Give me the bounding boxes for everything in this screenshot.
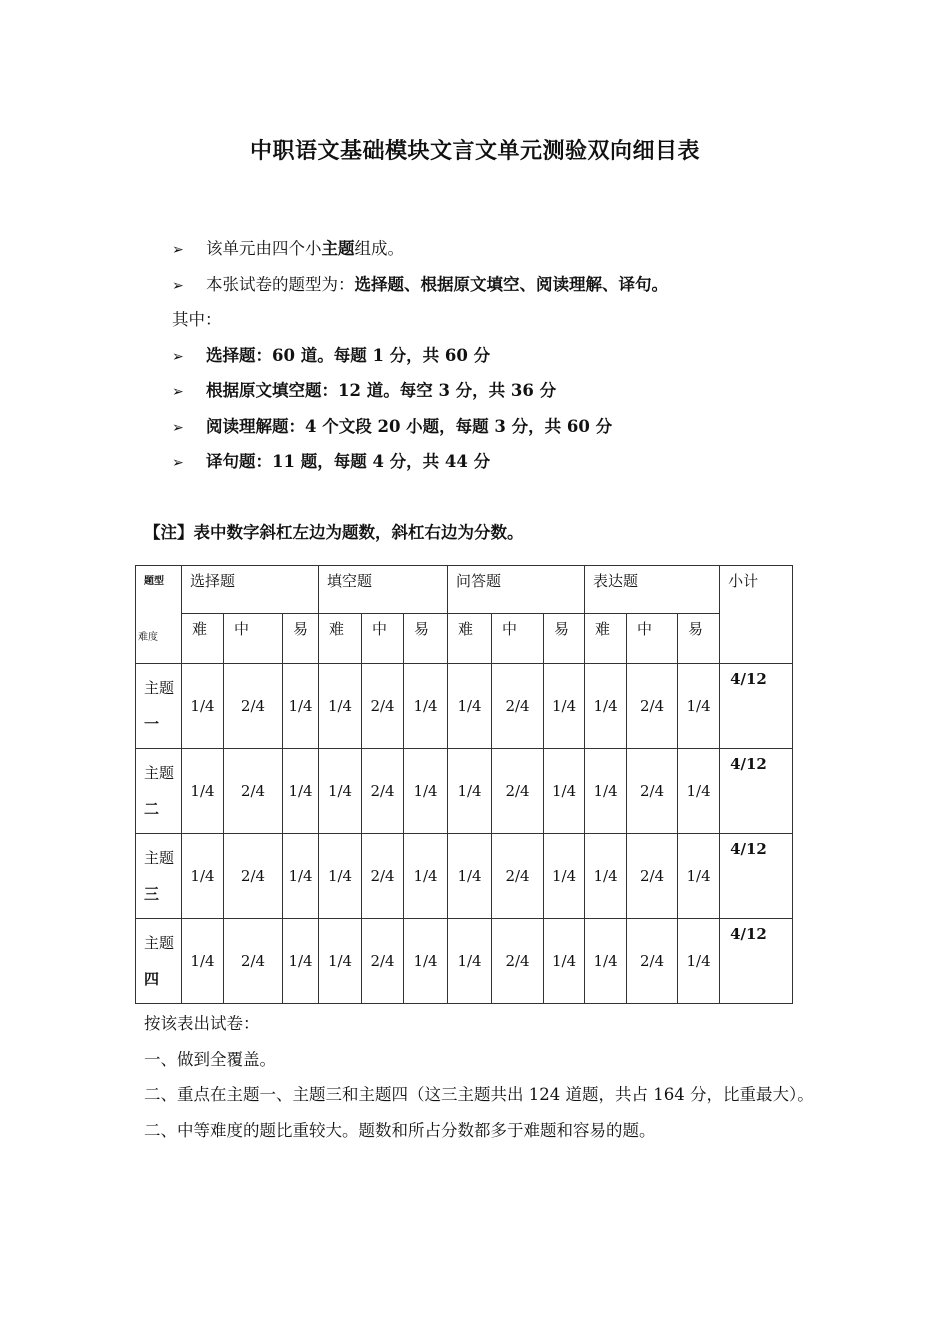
level-header: 难 <box>448 614 492 664</box>
table-cell: 2/4 <box>627 919 678 1004</box>
level-header: 中 <box>492 614 544 664</box>
table-cell: 1/4 <box>544 919 585 1004</box>
table-cell: 2/4 <box>492 919 544 1004</box>
bullet-item <box>172 236 812 272</box>
table-row <box>136 749 793 834</box>
table-cell: 1/4 <box>585 919 627 1004</box>
type-header: 问答题 <box>448 566 585 614</box>
table-cell: 1/4 <box>182 919 224 1004</box>
arrow-bullet-icon: ➢ <box>172 348 184 365</box>
table-cell: 1/4 <box>585 834 627 919</box>
instruction-line: 一、做到全覆盖。 <box>144 1049 276 1069</box>
level-header: 难 <box>319 614 362 664</box>
row-total: 4/12 <box>720 919 793 1004</box>
table-row <box>136 664 793 749</box>
instruction-line: 二、中等难度的题比重较大。题数和所占分数都多于难题和容易的题。 <box>144 1120 656 1140</box>
table-cell: 2/4 <box>492 834 544 919</box>
table-cell: 2/4 <box>362 919 404 1004</box>
table-cell: 1/4 <box>404 749 448 834</box>
topic-label-number: 一 <box>144 715 160 733</box>
table-cell: 1/4 <box>319 919 362 1004</box>
row-total: 4/12 <box>720 749 793 834</box>
detail-text: 阅读理解题：4 个文段 20 小题，每题 3 分，共 60 分 <box>206 416 613 436</box>
table-cell: 2/4 <box>224 834 283 919</box>
table-cell: 1/4 <box>678 664 720 749</box>
topic-label-line: 主题 <box>144 849 175 867</box>
table-cell: 1/4 <box>448 919 492 1004</box>
arrow-bullet-icon: ➢ <box>172 419 184 436</box>
table-cell: 1/4 <box>448 664 492 749</box>
table-cell: 1/4 <box>283 664 319 749</box>
instructions-block <box>144 1006 814 1148</box>
topic-label-number: 三 <box>144 885 160 903</box>
table-cell: 1/4 <box>283 919 319 1004</box>
table-cell: 1/4 <box>404 664 448 749</box>
table-cell: 1/4 <box>678 749 720 834</box>
table-cell: 2/4 <box>627 664 678 749</box>
table-cell: 2/4 <box>224 919 283 1004</box>
arrow-bullet-icon: ➢ <box>172 384 184 400</box>
level-header: 易 <box>678 614 720 664</box>
table-cell: 2/4 <box>627 834 678 919</box>
corner-type-label: 题型 <box>144 576 164 587</box>
bullet-text: 组成。 <box>354 239 404 258</box>
table-cell: 2/4 <box>224 664 283 749</box>
table-cell: 1/4 <box>585 749 627 834</box>
bullet-text: 该单元由四个小 <box>206 239 322 258</box>
table-cell: 1/4 <box>182 664 224 749</box>
detail-text: 译句题：11 题，每题 4 分，共 44 分 <box>206 452 491 471</box>
row-total: 4/12 <box>720 664 793 749</box>
detail-text: 根据原文填空题：12 道。每空 3 分，共 36 分 <box>206 381 557 400</box>
instruction-line: 按该表出试卷： <box>144 1014 260 1033</box>
topic-label-number: 二 <box>144 800 160 818</box>
table-cell: 2/4 <box>627 749 678 834</box>
subtotal-header: 小计 <box>720 566 793 664</box>
table-cell: 1/4 <box>448 749 492 834</box>
table-cell: 1/4 <box>544 664 585 749</box>
level-header: 易 <box>404 614 448 664</box>
arrow-bullet-icon: ➢ <box>172 277 184 294</box>
table-row <box>136 834 793 919</box>
type-header: 表达题 <box>585 566 720 614</box>
instruction-line: 二、重点在主题一、主题三和主题四（这三主题共出 124 道题，共占 164 分，比重最大）。 <box>144 1085 814 1104</box>
topic-label-line: 主题 <box>144 679 175 697</box>
topic-label <box>136 664 182 749</box>
detail-item <box>172 449 812 485</box>
arrow-bullet-icon: ➢ <box>172 455 184 471</box>
bullet-bold-text: 主题 <box>321 239 355 258</box>
level-header: 难 <box>182 614 224 664</box>
topic-label-line: 主题 <box>144 934 175 952</box>
table-row <box>136 919 793 1004</box>
level-header: 中 <box>627 614 678 664</box>
table-cell: 1/4 <box>404 919 448 1004</box>
table-cell: 1/4 <box>319 834 362 919</box>
table-cell: 2/4 <box>362 749 404 834</box>
topic-label-number: 四 <box>144 970 160 988</box>
corner-level-label: 难度 <box>138 632 158 643</box>
table-cell: 1/4 <box>544 834 585 919</box>
table-cell: 1/4 <box>585 664 627 749</box>
level-header: 难 <box>585 614 627 664</box>
table-cell: 2/4 <box>492 664 544 749</box>
bullet-item <box>172 272 812 308</box>
bullet-bold-text: 选择题、根据原文填空、阅读理解、译句。 <box>354 274 668 294</box>
bullet-text: 本张试卷的题型为： <box>206 274 355 294</box>
table-cell: 1/4 <box>319 749 362 834</box>
topic-label <box>136 834 182 919</box>
topic-label-line: 主题 <box>144 764 175 782</box>
row-total: 4/12 <box>720 834 793 919</box>
table-cell: 1/4 <box>544 749 585 834</box>
table-cell: 1/4 <box>404 834 448 919</box>
topic-label <box>136 749 182 834</box>
detail-item <box>172 414 812 450</box>
page-title: 中职语文基础模块文言文单元测验双向细目表 <box>249 139 700 164</box>
table-note: 【注】表中数字斜杠左边为题数，斜杠右边为分数。 <box>144 523 524 542</box>
level-header: 中 <box>224 614 283 664</box>
table-cell: 1/4 <box>678 834 720 919</box>
table-cell: 1/4 <box>319 664 362 749</box>
level-header: 易 <box>283 614 319 664</box>
table-cell: 2/4 <box>224 749 283 834</box>
corner-header <box>136 566 182 664</box>
topic-label <box>136 919 182 1004</box>
level-header: 中 <box>362 614 404 664</box>
detail-item <box>172 343 812 379</box>
detail-text: 选择题：60 道。每题 1 分，共 60 分 <box>206 345 491 365</box>
table-cell: 1/4 <box>283 749 319 834</box>
arrow-bullet-icon: ➢ <box>172 242 184 258</box>
table-cell: 1/4 <box>678 919 720 1004</box>
among-label: 其中： <box>172 310 222 329</box>
table-cell: 2/4 <box>362 834 404 919</box>
table-cell: 1/4 <box>182 749 224 834</box>
intro-bullets <box>172 236 812 485</box>
type-header: 选择题 <box>182 566 319 614</box>
type-header: 填空题 <box>319 566 448 614</box>
table-cell: 2/4 <box>362 664 404 749</box>
table-cell: 1/4 <box>283 834 319 919</box>
level-header: 易 <box>544 614 585 664</box>
table-cell: 1/4 <box>182 834 224 919</box>
table-cell: 1/4 <box>448 834 492 919</box>
detail-table <box>135 565 793 1004</box>
detail-item <box>172 378 812 414</box>
table-cell: 2/4 <box>492 749 544 834</box>
